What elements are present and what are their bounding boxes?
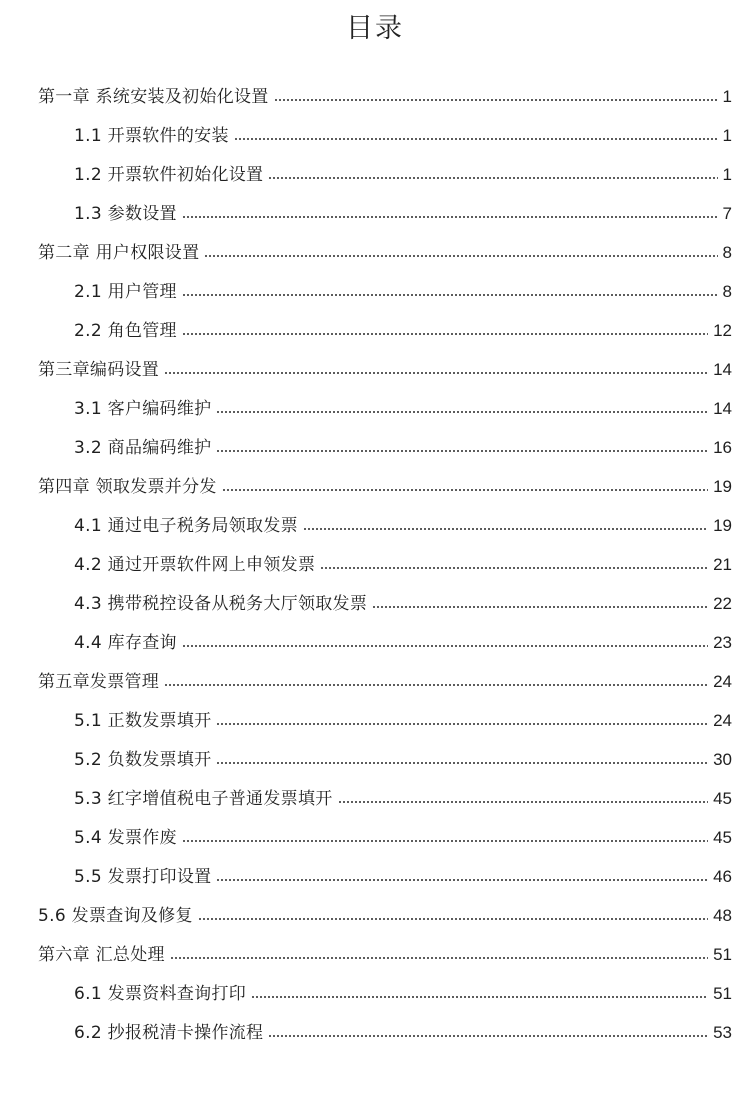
toc-entry-label: 第一章 系统安装及初始化设置 [38, 87, 269, 107]
toc-dot-leader [216, 450, 708, 452]
toc-section-entry[interactable] [0, 623, 750, 662]
toc-page-number: 22 [713, 594, 732, 613]
toc-entry-label: 第三章编码设置 [38, 360, 160, 380]
toc-page-number: 53 [713, 1023, 732, 1042]
toc-dot-leader [182, 216, 718, 218]
toc-entry-label: 第二章 用户权限设置 [38, 243, 200, 263]
toc-section-entry[interactable] [0, 506, 750, 545]
toc-section-entry[interactable] [0, 740, 750, 779]
toc-section-entry[interactable] [0, 857, 750, 896]
toc-section-entry[interactable] [0, 1013, 750, 1052]
toc-entry-label: 6.2 抄报税清卡操作流程 [74, 1023, 264, 1043]
toc-chapter-entry[interactable] [0, 350, 750, 389]
toc-dot-leader [268, 177, 717, 179]
toc-page-number: 1 [722, 126, 732, 145]
toc-dot-leader [320, 567, 708, 569]
toc-entry-label: 第五章发票管理 [38, 672, 160, 692]
toc-entry-label: 1.3 参数设置 [74, 204, 177, 224]
toc-page-number: 19 [713, 516, 732, 535]
toc-entry-label: 5.2 负数发票填开 [74, 750, 212, 770]
toc-chapter-entry[interactable] [0, 467, 750, 506]
toc-page-number: 48 [713, 906, 732, 925]
toc-page-number: 19 [713, 477, 732, 496]
toc-dot-leader [164, 372, 708, 374]
toc-page-number: 23 [713, 633, 732, 652]
toc-chapter-entry[interactable] [0, 662, 750, 701]
toc-dot-leader [182, 840, 708, 842]
toc-entry-label: 3.1 客户编码维护 [74, 399, 212, 419]
toc-page-number: 1 [722, 87, 732, 106]
toc-entry-label: 4.3 携带税控设备从税务大厅领取发票 [74, 594, 368, 614]
toc-entry-label: 5.6 发票查询及修复 [38, 906, 193, 926]
page-title: 目录 [346, 13, 404, 44]
toc-entry-label: 1.1 开票软件的安装 [74, 126, 229, 146]
toc-entry-label: 4.4 库存查询 [74, 633, 177, 653]
toc-entry-label: 2.1 用户管理 [74, 282, 177, 302]
toc-dot-leader [216, 879, 708, 881]
toc-section-entry[interactable] [0, 701, 750, 740]
toc-dot-leader [338, 801, 709, 803]
toc-page-number: 21 [713, 555, 732, 574]
toc-entry-label: 5.3 红字增值税电子普通发票填开 [74, 789, 333, 809]
toc-dot-leader [164, 684, 708, 686]
toc-dot-leader [268, 1035, 708, 1037]
toc-page-number: 24 [713, 672, 732, 691]
toc-section-entry[interactable] [0, 545, 750, 584]
toc-entry-label: 4.2 通过开票软件网上申领发票 [74, 555, 316, 575]
toc-page-number: 8 [722, 282, 732, 301]
toc-section-entry[interactable] [0, 155, 750, 194]
toc-dot-leader [222, 489, 708, 491]
toc-page-number: 1 [722, 165, 732, 184]
toc-page-number: 51 [713, 984, 732, 1003]
toc-dot-leader [251, 996, 708, 998]
toc-page-number: 51 [713, 945, 732, 964]
toc-page-number: 14 [713, 360, 732, 379]
toc-dot-leader [216, 762, 708, 764]
toc-dot-leader [182, 294, 718, 296]
toc-section-entry[interactable] [0, 974, 750, 1013]
toc-entry-label: 3.2 商品编码维护 [74, 438, 212, 458]
toc-dot-leader [182, 645, 708, 647]
toc-page-number: 45 [713, 789, 732, 808]
toc-entry-label: 2.2 角色管理 [74, 321, 177, 341]
toc-dot-leader [216, 723, 708, 725]
toc-entry-label: 4.1 通过电子税务局领取发票 [74, 516, 298, 536]
toc-entry-label: 5.5 发票打印设置 [74, 867, 212, 887]
toc-page-number: 30 [713, 750, 732, 769]
toc-list [0, 77, 750, 1052]
toc-page-number: 8 [722, 243, 732, 262]
toc-chapter-entry[interactable] [0, 233, 750, 272]
toc-page-number: 16 [713, 438, 732, 457]
toc-dot-leader [204, 255, 717, 257]
toc-dot-leader [216, 411, 708, 413]
toc-page-number: 24 [713, 711, 732, 730]
toc-entry-label: 5.4 发票作废 [74, 828, 177, 848]
toc-section-entry[interactable] [0, 311, 750, 350]
toc-page-number: 7 [722, 204, 732, 223]
toc-chapter-entry[interactable] [0, 77, 750, 116]
toc-section-entry[interactable] [0, 272, 750, 311]
toc-section-entry[interactable] [0, 779, 750, 818]
toc-section-entry[interactable] [0, 116, 750, 155]
toc-dot-leader [170, 957, 708, 959]
toc-section-entry[interactable] [0, 389, 750, 428]
toc-entry-label: 1.2 开票软件初始化设置 [74, 165, 264, 185]
toc-entry-label: 6.1 发票资料查询打印 [74, 984, 247, 1004]
toc-dot-leader [234, 138, 718, 140]
toc-entry-label: 第四章 领取发票并分发 [38, 477, 217, 497]
toc-chapter-entry[interactable] [0, 896, 750, 935]
toc-page-number: 46 [713, 867, 732, 886]
toc-chapter-entry[interactable] [0, 935, 750, 974]
toc-section-entry[interactable] [0, 428, 750, 467]
toc-section-entry[interactable] [0, 194, 750, 233]
toc-dot-leader [198, 918, 708, 920]
toc-section-entry[interactable] [0, 584, 750, 623]
toc-page-number: 14 [713, 399, 732, 418]
toc-dot-leader [182, 333, 708, 335]
toc-page-number: 45 [713, 828, 732, 847]
toc-section-entry[interactable] [0, 818, 750, 857]
toc-page-number: 12 [713, 321, 732, 340]
toc-entry-label: 5.1 正数发票填开 [74, 711, 212, 731]
toc-dot-leader [274, 99, 718, 101]
toc-dot-leader [303, 528, 708, 530]
toc-entry-label: 第六章 汇总处理 [38, 945, 165, 965]
toc-dot-leader [372, 606, 708, 608]
